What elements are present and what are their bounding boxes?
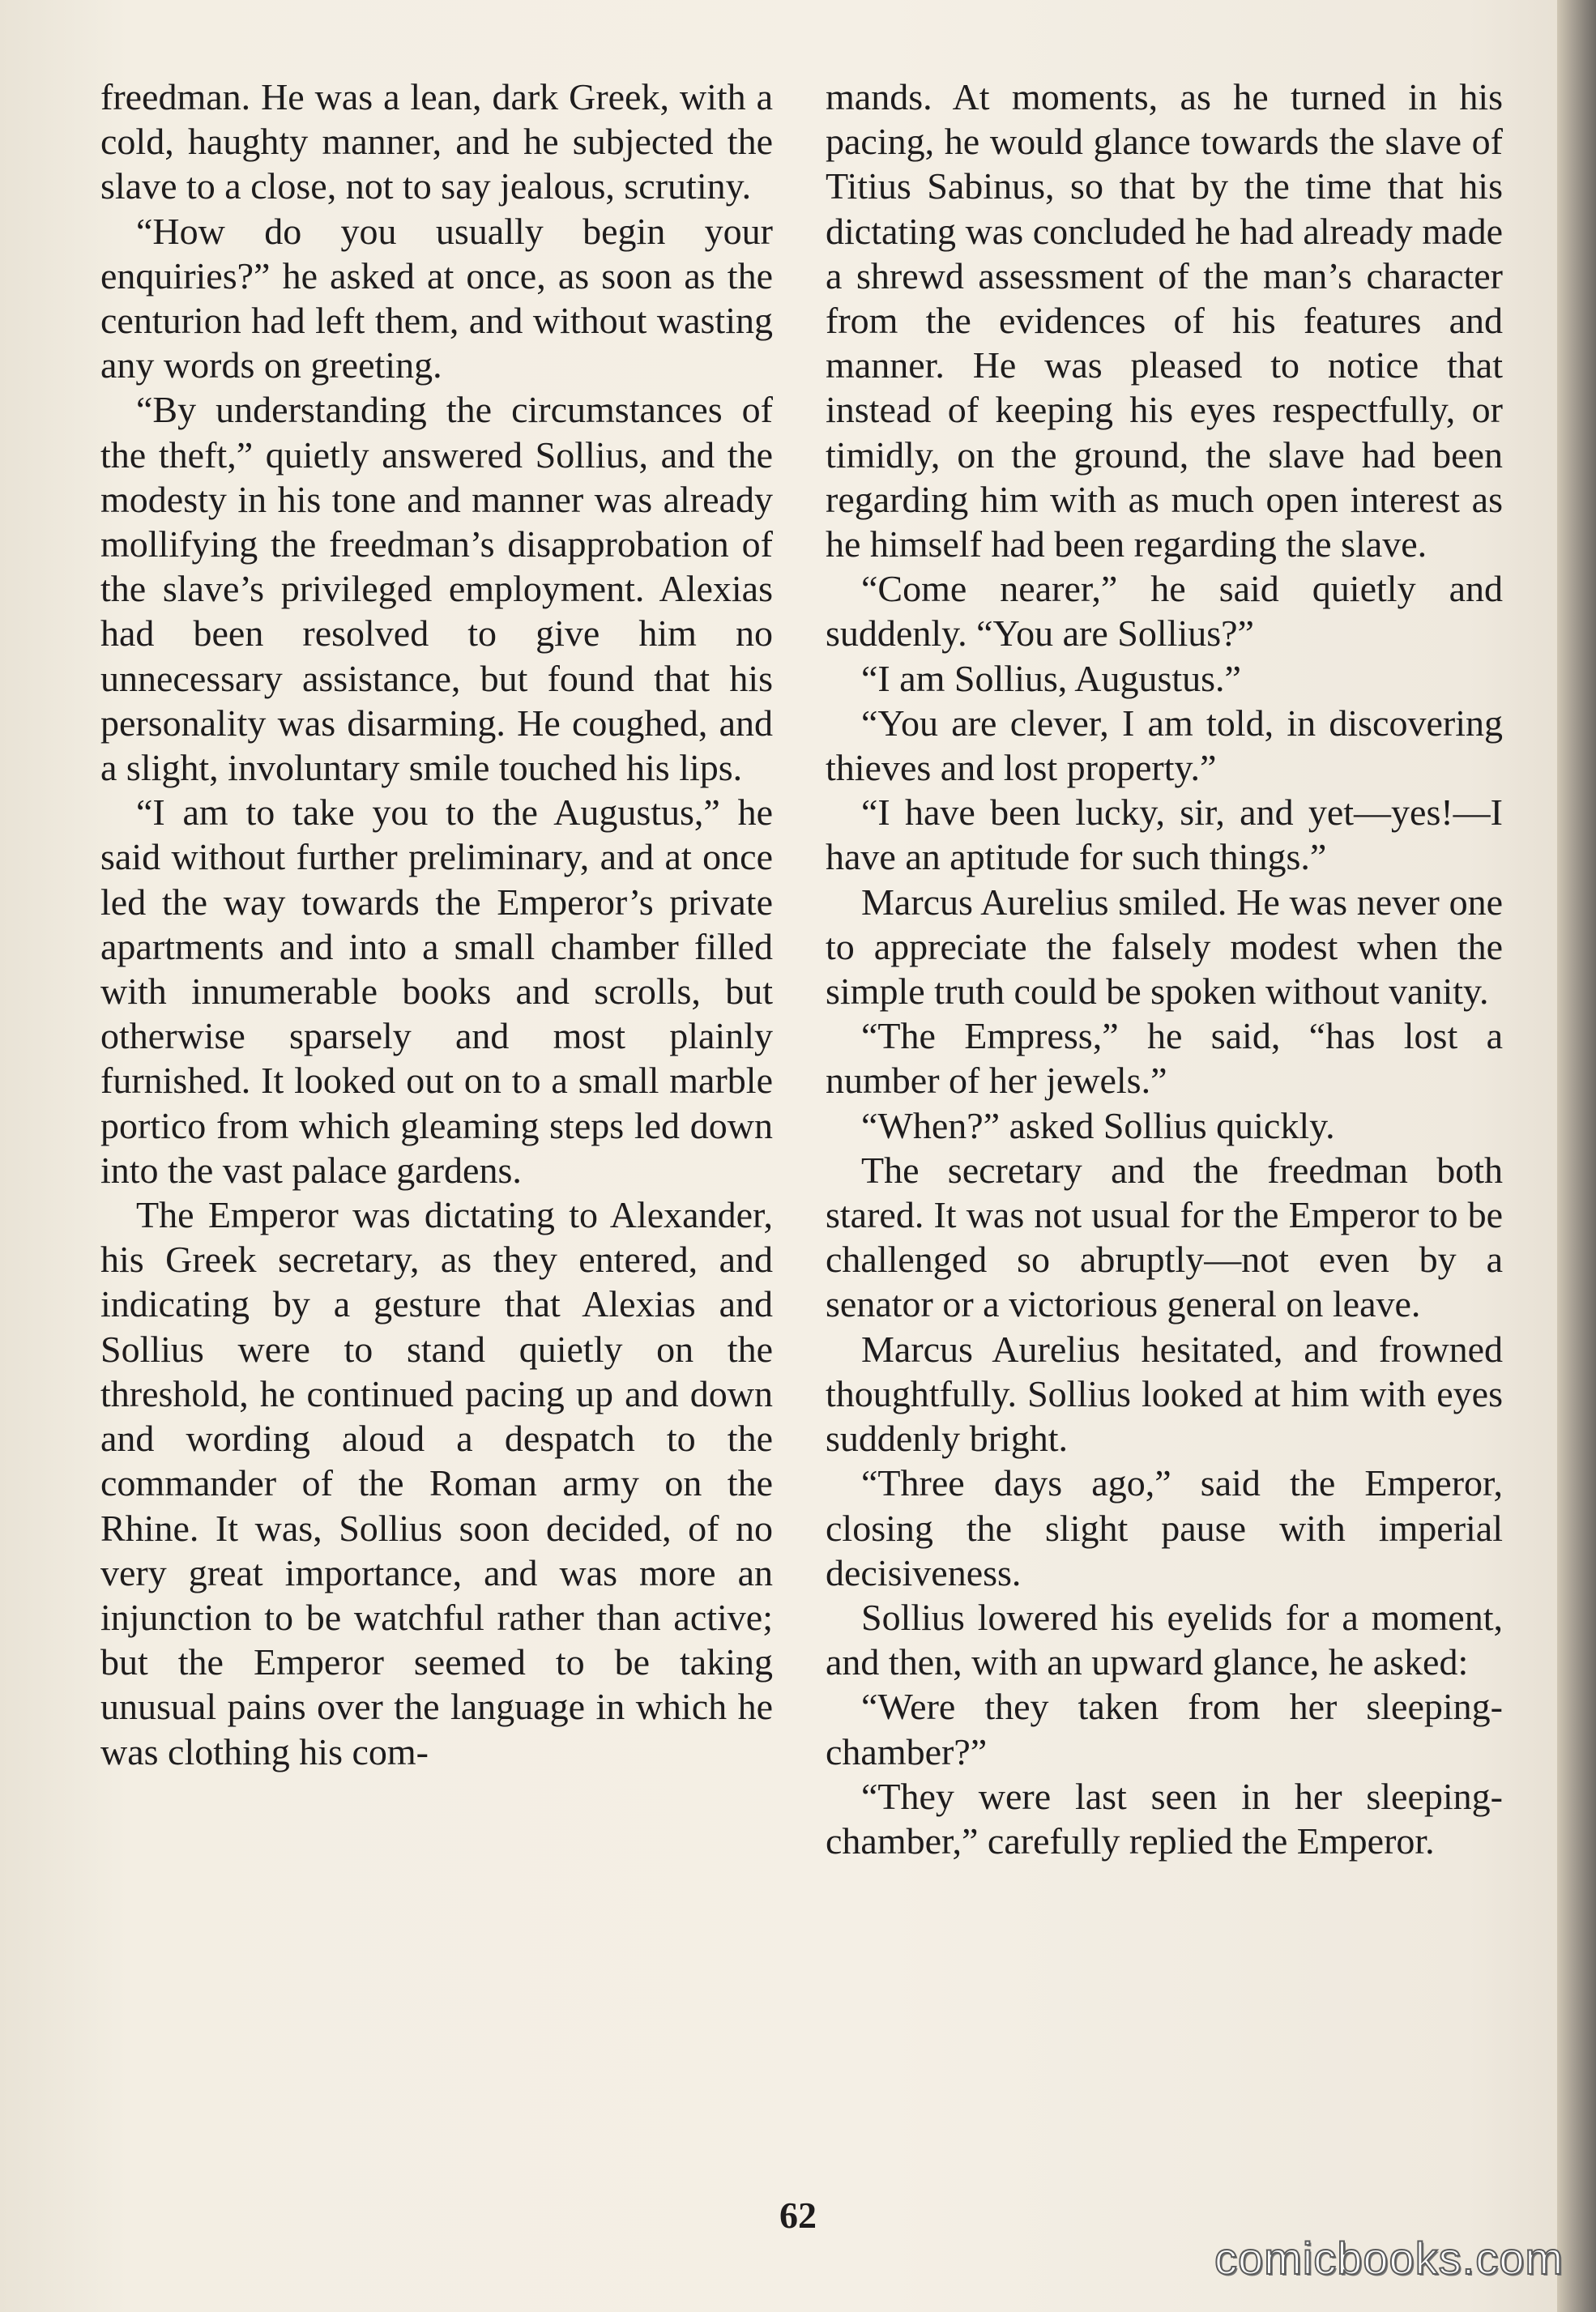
right-text-column (826, 75, 1503, 1863)
paragraph: “I am to take you to the Augustus,” he said without further preliminary, and at once led the way towards the Emperor’s private apartments and into a small chamber filled with innumerable books and scrolls, but otherwise sparsely and most plainly furnished. It looked out on to a small marble portico from which gleaming steps led down into the vast palace gardens. (100, 791, 773, 1191)
paragraph: “I am Sollius, Augustus.” (861, 657, 1241, 699)
page-edge-shadow (1557, 0, 1596, 2312)
left-text-column (100, 75, 773, 1774)
paragraph: “The Empress,” he said, “has lost a number of her jewels.” (826, 1015, 1503, 1102)
paragraph: The Emperor was dictating to Alexander, his Greek secretary, as they entered, and indicating by a gesture that Alexias and Sollius were to stand quietly on the threshold, he continued pacing up and down and wording aloud a despatch to the commander of the Roman army on the Rhine. It was, Sollius soon decided, of no very great importance, and was more an injunction to be watchful rather than active; but the Emperor seemed to be taking unusual pains over the language in which he was clothing his com- (100, 1194, 773, 1772)
paragraph: Marcus Aurelius smiled. He was never one to appreciate the falsely modest when the simple truth could be spoken without vanity. (826, 881, 1503, 1013)
paragraph: “Three days ago,” said the Emperor, closing the slight pause with imperial decisiveness. (826, 1462, 1503, 1593)
paragraph: “They were last seen in her sleeping-chamber,” carefully replied the Emperor. (826, 1775, 1503, 1862)
paragraph: freedman. He was a lean, dark Greek, with a cold, haughty manner, and he subjected the slave to a close, not to say jealous, scrutiny. (100, 76, 773, 207)
page-number: 62 (779, 2195, 817, 2236)
paragraph: “I have been lucky, sir, and yet—yes!—I have an aptitude for such things.” (826, 791, 1503, 878)
paragraph: Sollius lowered his eyelids for a moment, and then, with an upward glance, he asked: (826, 1596, 1503, 1683)
paragraph: “Come nearer,” he said quietly and suddenly. “You are Sollius?” (826, 568, 1503, 655)
paragraph: “How do you usually begin your enquiries?” he asked at once, as soon as the centurion had left them, and without wasting any words on greeting. (100, 210, 773, 386)
paragraph: “By understanding the circumstances of the theft,” quietly answered Sollius, and the modesty in his tone and manner was already mollifying the freedman’s disapprobation of the slave’s privileged employment. Alexias had been resolved to give him no unnecessary assistance, but found that his personality was disarming. He coughed, and a slight, involuntary smile touched his lips. (100, 389, 773, 789)
paragraph: “You are clever, I am told, in discovering thieves and lost property.” (826, 702, 1503, 789)
paragraph: Marcus Aurelius hesitated, and frowned thoughtfully. Sollius looked at him with eyes suddenly bright. (826, 1328, 1503, 1460)
paragraph: The secretary and the freedman both stared. It was not usual for the Emperor to be challenged so abruptly—not even by a senator or a victorious general on leave. (826, 1149, 1503, 1325)
site-watermark: comicbooks.com (1214, 2233, 1564, 2284)
paragraph: mands. At moments, as he turned in his pacing, he would glance towards the slave of Titius Sabinus, so that by the time that his dictating was concluded he had already made a shrewd assessment of the man’s character from the evidences of his features and manner. He was pleased to notice that instead of keeping his eyes respectfully, or timidly, on the ground, the slave had been regarding him with as much open interest as he himself had been regarding the slave. (826, 76, 1503, 565)
paragraph: “When?” asked Sollius quickly. (861, 1104, 1335, 1146)
paragraph: “Were they taken from her sleeping-chamber?” (826, 1686, 1503, 1772)
